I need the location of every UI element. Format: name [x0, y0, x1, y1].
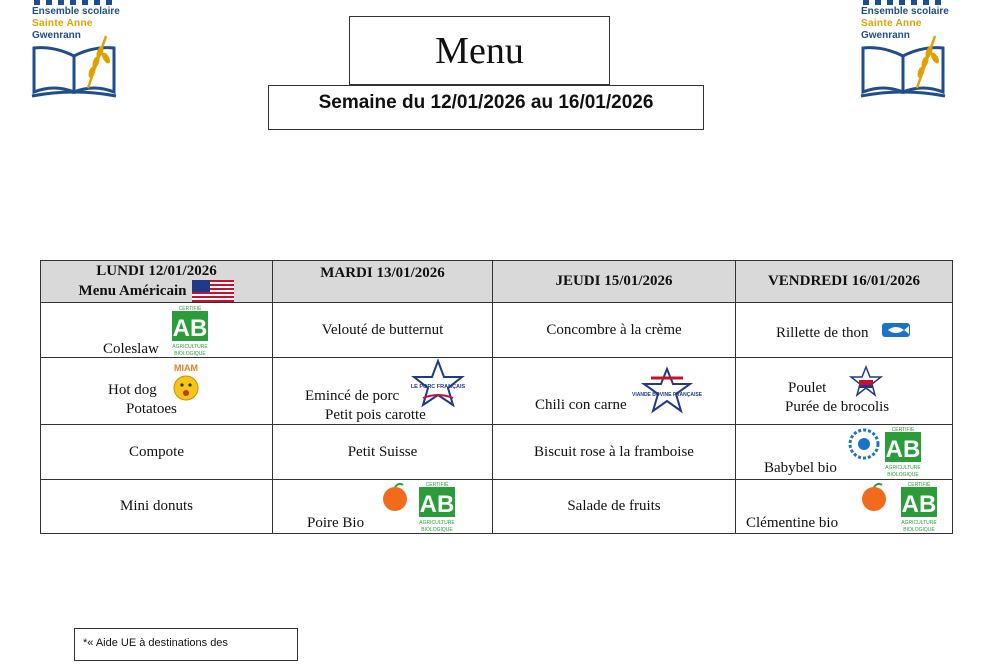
ab-top-text: CERTIFIÉ: [891, 427, 915, 433]
ab-organic-label-icon: [417, 481, 457, 533]
menu-cell: [41, 303, 273, 358]
ab-top-text: CERTIFIÉ: [425, 482, 449, 488]
miam-smiley-icon: [169, 362, 203, 402]
ab-top-text: CERTIFIÉ: [178, 306, 202, 312]
ab-bottom-text-1: AGRICULTURE: [885, 465, 921, 471]
day-label: VENDREDI 16/01/2026: [767, 273, 921, 289]
ab-bottom-text-2: BIOLOGIQUE: [903, 527, 935, 533]
ab-organic-label-icon: [883, 426, 923, 478]
menu-cell: [493, 425, 736, 480]
dish-name: Hot dog: [108, 382, 157, 398]
school-logo-left: [30, 0, 120, 100]
ab-organic-label-icon: [899, 481, 939, 533]
ab-organic-label-icon: [170, 305, 210, 357]
ab-bottom-text-2: BIOLOGIQUE: [174, 351, 206, 357]
porc-label-text: LE PORC FRANÇAIS: [410, 384, 466, 390]
menu-cell: [493, 480, 736, 534]
menu-cell: [273, 425, 493, 480]
dish-name: Concombre à la crème: [546, 321, 682, 338]
menu-cell: [273, 358, 493, 425]
dish-name: Rillette de thon: [776, 325, 869, 341]
ab-mark: AB: [901, 491, 937, 518]
dish-name: Emincé de porc: [305, 388, 400, 404]
ab-bottom-text-2: BIOLOGIQUE: [421, 527, 453, 533]
logo-line-2: Sainte Anne: [32, 18, 93, 29]
dish-name: Compote: [129, 443, 184, 460]
day-header-monday: [41, 261, 273, 303]
dish-name: Mini donuts: [120, 498, 193, 514]
day-header-thursday: [493, 261, 736, 303]
dish-name: Purée de brocolis: [785, 399, 890, 415]
menu-cell: [736, 303, 953, 358]
menu-cell: [736, 358, 953, 425]
menu-cell: [41, 480, 273, 534]
menu-table: [40, 260, 953, 534]
day-header-friday: [736, 261, 953, 303]
day-header-tuesday: [273, 261, 493, 303]
ab-bottom-text-1: AGRICULTURE: [419, 520, 455, 526]
menu-cell: [736, 425, 953, 480]
dish-name: Babybel bio: [764, 460, 837, 476]
ab-bottom-text-2: BIOLOGIQUE: [887, 472, 919, 478]
logo-line-1: Ensemble scolaire: [861, 6, 949, 17]
menu-cell: [493, 358, 736, 425]
volaille-francaise-label-icon: [850, 366, 882, 396]
dish-name: Velouté de butternut: [321, 321, 444, 338]
ab-top-text: CERTIFIÉ: [907, 482, 931, 488]
viande-label-text: VIANDE BOVINE FRANÇAISE: [631, 392, 703, 398]
msc-fish-label-icon: [882, 323, 910, 337]
menu-cell: [273, 303, 493, 358]
dish-name: Chili con carne: [535, 397, 627, 413]
le-porc-francais-label-icon: [410, 360, 466, 406]
ab-mark: AB: [419, 491, 455, 518]
dish-name: Clémentine bio: [746, 515, 839, 531]
day-sublabel: Menu Américain: [78, 282, 187, 299]
dish-name: Biscuit rose à la framboise: [534, 443, 694, 460]
dish-name: Poire Bio: [307, 515, 365, 531]
logo-line-1: Ensemble scolaire: [32, 6, 120, 17]
school-logo-right: [859, 0, 949, 100]
menu-cell: [736, 480, 953, 534]
dish-name: Coleslaw: [103, 341, 159, 357]
day-label: MARDI 13/01/2026: [320, 265, 445, 281]
dish-name: Potatoes: [126, 401, 177, 417]
fruit-distribution-label-icon: [860, 482, 888, 512]
week-range: Semaine du 12/01/2026 au 16/01/2026: [268, 85, 704, 130]
page-title: Menu: [349, 16, 610, 85]
dish-name: Poulet: [788, 380, 827, 396]
menu-cell: [41, 358, 273, 425]
ab-mark: AB: [172, 315, 208, 342]
day-label: LUNDI 12/01/2026: [96, 262, 217, 279]
day-label: JEUDI 15/01/2026: [555, 273, 673, 289]
eu-aid-footnote: *« Aide UE à destinations des: [74, 628, 298, 661]
dish-name: Petit Suisse: [347, 443, 418, 460]
eu-school-scheme-label-icon: [846, 427, 882, 461]
menu-cell: [493, 303, 736, 358]
miam-text: MIAM: [174, 363, 198, 373]
dish-name: Petit pois carotte: [325, 407, 426, 423]
menu-cell: [41, 425, 273, 480]
usa-flag-icon: [192, 280, 234, 302]
viande-bovine-francaise-label-icon: [631, 368, 703, 412]
logo-line-3: Gwenrann: [861, 30, 910, 41]
logo-line-2: Sainte Anne: [861, 18, 922, 29]
menu-cell: [273, 480, 493, 534]
ab-bottom-text-1: AGRICULTURE: [901, 520, 937, 526]
ab-mark: AB: [885, 436, 921, 463]
dish-name: Salade de fruits: [567, 498, 661, 514]
ab-bottom-text-1: AGRICULTURE: [172, 344, 208, 350]
logo-line-3: Gwenrann: [32, 30, 81, 41]
fruit-distribution-label-icon: [381, 482, 409, 512]
